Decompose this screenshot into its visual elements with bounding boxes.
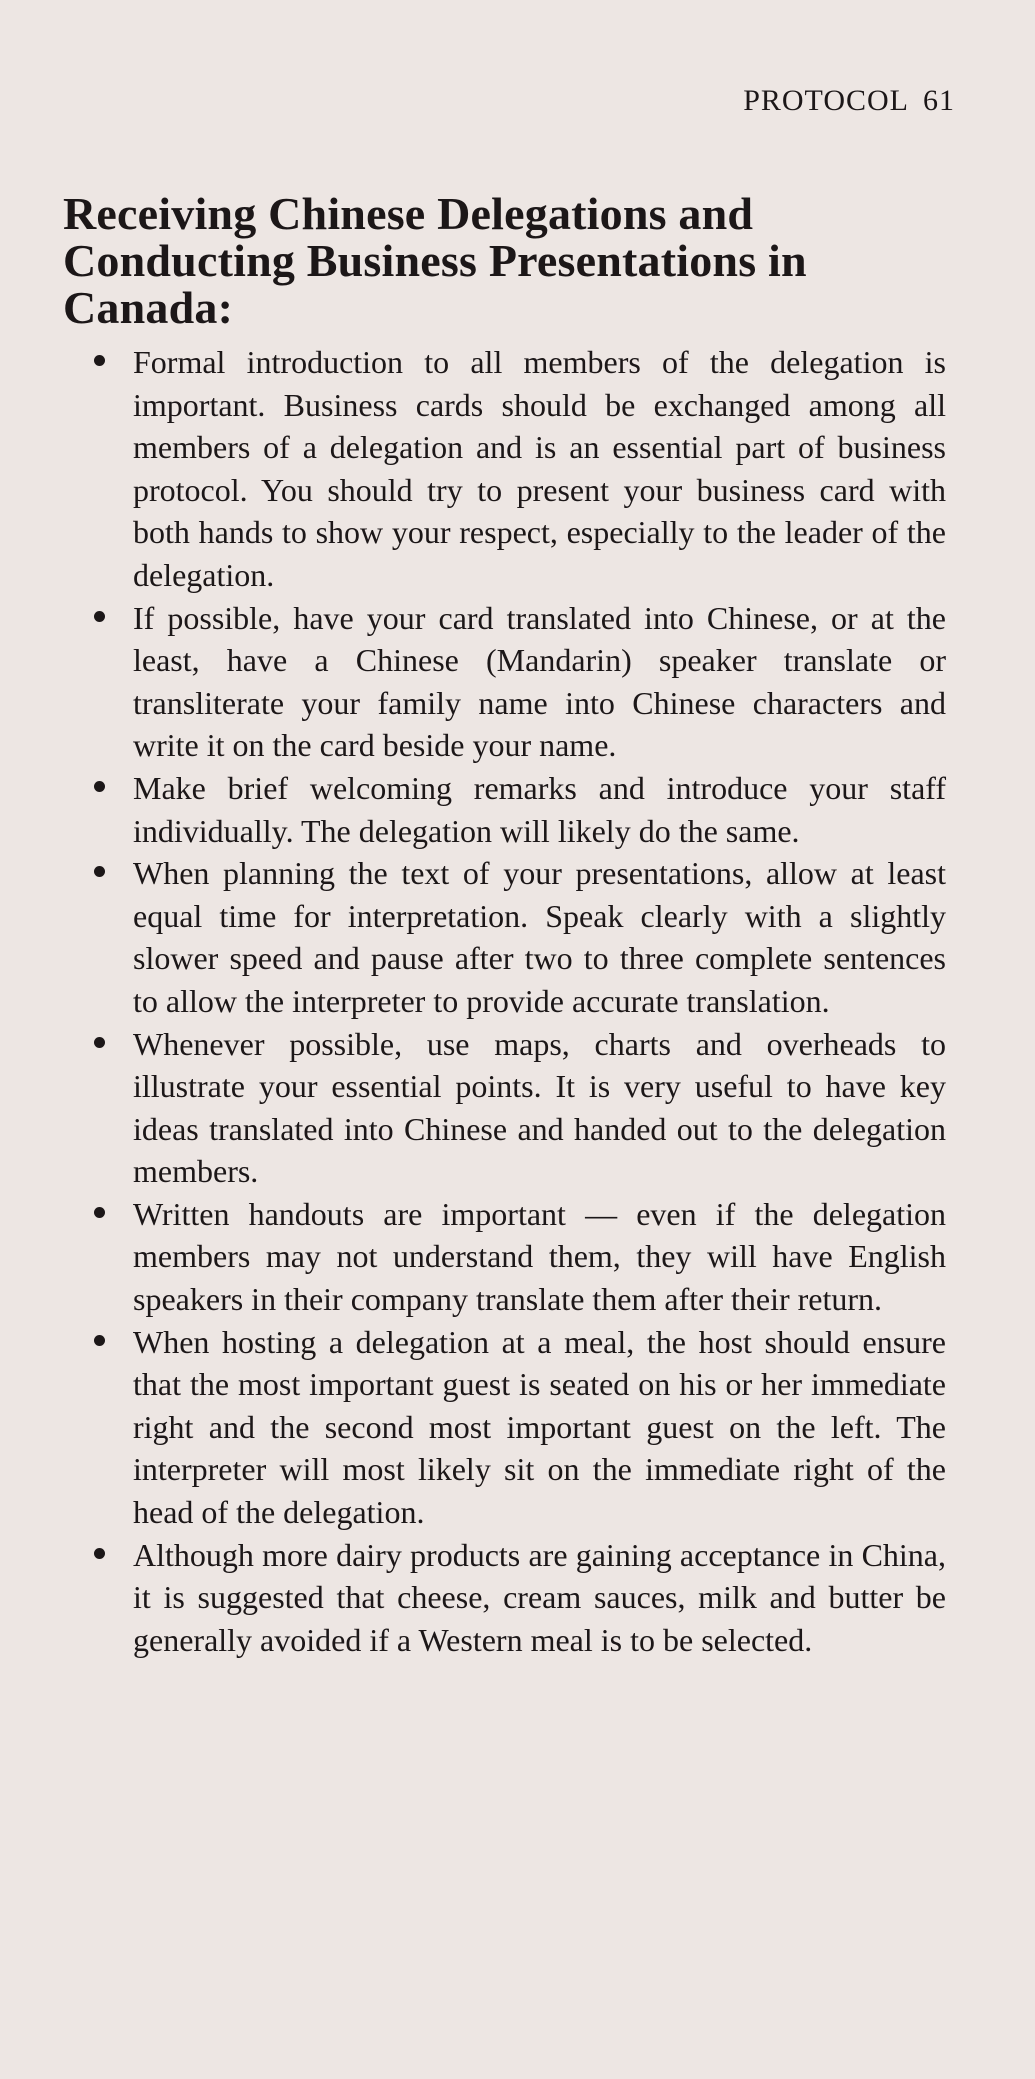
bullet-text: Whenever possible, use maps, charts and overheads to illustrate your essential points. It is very useful to have key ideas translated into Chinese and handed out to the delegation members. <box>133 1025 946 1190</box>
bullet-dot-icon <box>94 355 105 366</box>
bullet-text: Written handouts are important — even if the delegation members may not understand them, they will have English speakers in their company translate them after their return. <box>133 1195 946 1318</box>
bullet-list <box>94 341 946 1661</box>
bullet-text: Formal introduction to all members of the delegation is important. Business cards should be exchanged among all members of a delegation and is an essential part of business protocol. You should try to present your business card with both hands to show your respect, especially to the leader of the delegation. <box>133 344 946 593</box>
bullet-text: Make brief welcoming remarks and introduce your staff individually. The delegation will likely do the same. <box>133 769 946 849</box>
bullet-dot-icon <box>94 866 105 877</box>
bullet-dot-icon <box>94 1207 105 1218</box>
bullet-dot-icon <box>94 1037 105 1048</box>
bullet-dot-icon <box>94 781 105 792</box>
bullet-item <box>94 1534 946 1662</box>
bullet-text: If possible, have your card translated into Chinese, or at the least, have a Chinese (Mandarin) speaker translate or transliterate your family name into Chinese characters and write it on the card beside your name. <box>133 599 946 764</box>
bullet-item <box>94 1023 946 1193</box>
bullet-dot-icon <box>94 1335 105 1346</box>
section-heading: Receiving Chinese Delegations and Conducting Business Presentations in Canada: <box>63 188 807 333</box>
bullet-text: When planning the text of your presentations, allow at least equal time for interpretation. Speak clearly with a slightly slower speed and pause after two to three complete sentences to allow the interpreter to provide accurate translation. <box>133 855 946 1019</box>
bullet-text: Although more dairy products are gaining acceptance in China, it is suggested that cheese, cream sauces, milk and butter be generally avoided if a Western meal is to be selected. <box>133 1536 946 1658</box>
bullet-text: When hosting a delegation at a meal, the host should ensure that the most important guest is seated on his or her immediate right and the second most important guest on the left. The interpreter will most likely sit on the immediate right of the head of the delegation. <box>133 1323 946 1531</box>
bullet-item <box>94 341 946 597</box>
page-number: 61 <box>923 84 955 117</box>
bullet-item <box>94 767 946 852</box>
bullet-item <box>94 1321 946 1534</box>
running-head-section: PROTOCOL <box>743 84 909 117</box>
bullet-dot-icon <box>94 611 105 622</box>
bullet-item <box>94 597 946 767</box>
running-head <box>743 84 955 118</box>
bullet-dot-icon <box>94 1548 105 1559</box>
bullet-item <box>94 1193 946 1321</box>
bullet-item <box>94 852 946 1022</box>
